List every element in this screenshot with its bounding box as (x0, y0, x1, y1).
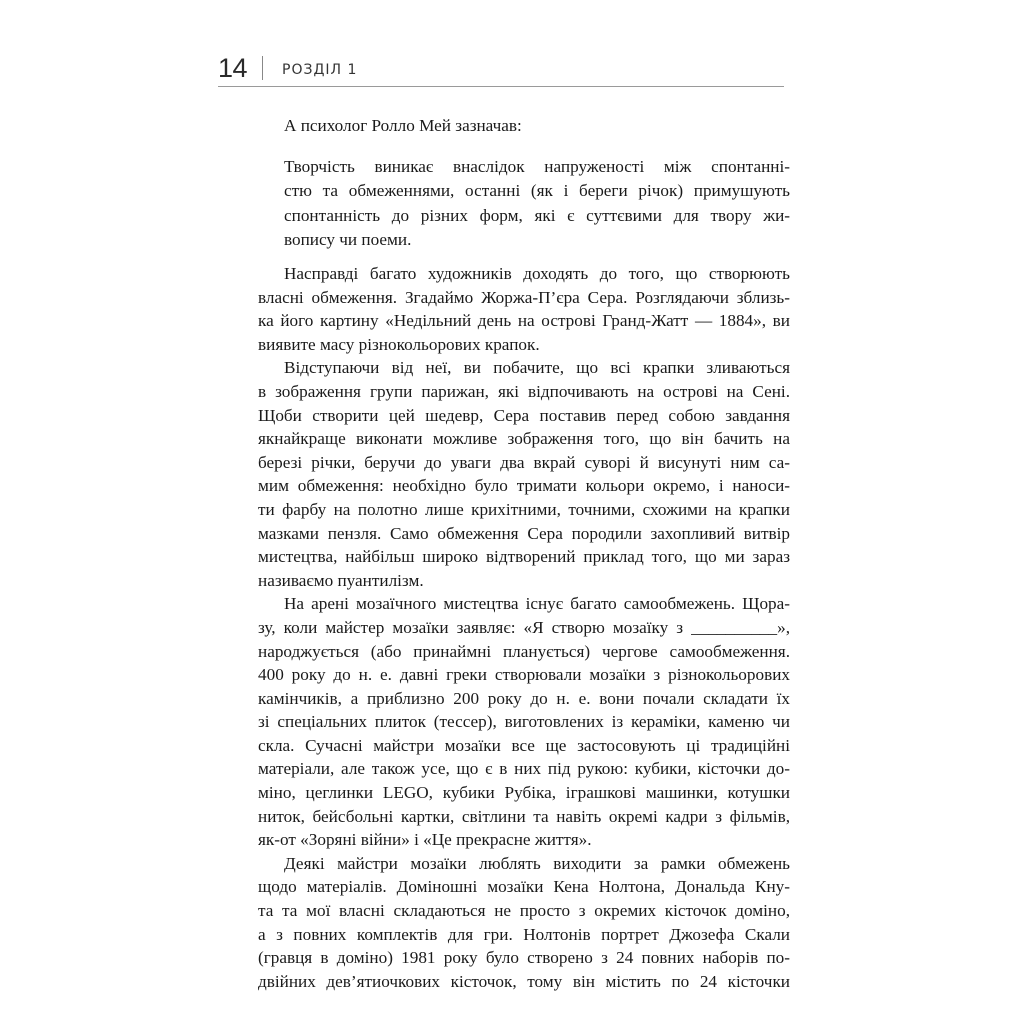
block-quote (284, 155, 790, 252)
body-line: щодо матеріалів. Доміношні мозаїки Кена Нолтона, Дональда Кну- (258, 877, 790, 897)
body-line: камінчиків, а приблизно 200 року до н. е. вони почали складати їх (258, 688, 790, 708)
body-line: двійних дев’ятиочкових кісточок, тому він містить по 24 кісточки (258, 971, 790, 991)
body-text (258, 262, 790, 993)
body-line: Відступаючи від неї, ви побачите, що всі крапки зливаються (284, 358, 790, 378)
body-line: Щоби створити цей шедевр, Сера поставив перед собою завдання (258, 405, 790, 425)
body-line: мистецтва, найбільш широко відтворений приклад того, що ми зараз (258, 547, 790, 567)
quote-line: спонтанність до різних форм, які є суттєвими для твору жи- (284, 205, 790, 225)
body-line: власні обмеження. Згадаймо Жоржа-П’єра Сера. Розглядаючи зблизь- (258, 287, 790, 307)
body-line: мазками пензля. Само обмеження Сера породили захопливий витвір (258, 523, 790, 543)
body-line: (гравця в доміно) 1981 року було створено з 24 повних наборів по- (258, 948, 790, 968)
body-line: ниток, бейсбольні картки, світлини та навіть окремі кадри з фільмів, (258, 806, 790, 826)
body-line: в зображення групи парижан, які відпочивають на острові на Сені. (258, 381, 790, 401)
body-line: На арені мозаїчного мистецтва існує багато самообмежень. Щора- (284, 594, 790, 614)
body-line: мим обмеження: необхідно було тримати кольори окремо, і наноси- (258, 476, 790, 496)
body-line: ти фарбу на полотно лише крихітними, точними, схожими на крапки (258, 499, 790, 519)
body-line: ка його картину «Недільний день на острові Гранд-Жатт — 1884», ви (258, 311, 790, 331)
body-line: називаємо пуантилізм. (258, 570, 424, 590)
quote-line: вопису чи поеми. (284, 229, 412, 249)
intro-line: А психолог Ролло Мей зазначав: (284, 116, 522, 135)
quote-line: стю та обмеженнями, останні (як і береги річок) примушують (284, 181, 790, 201)
body-line: зі спеціальних плиток (тессер), виготовлених із кераміки, каменю чи (258, 712, 790, 732)
body-line: зу, коли майстер мозаїки заявляє: «Я створю мозаїку з __________», (258, 617, 790, 637)
body-line: скла. Сучасні майстри мозаїки все ще застосовують ці традиційні (258, 735, 790, 755)
body-line: народжується (або принаймні планується) чергове самообмеження. (258, 641, 790, 661)
body-line: міно, цеглинки LEGO, кубики Рубіка, іграшкові машинки, котушки (258, 783, 790, 803)
section-title: РОЗДІЛ 1 (282, 62, 358, 78)
body-line: а з повних комплектів для гри. Нолтонів портрет Джозефа Скали (258, 924, 790, 944)
body-line: березі річки, беручи до уваги два вкрай суворі й висунуті ним са- (258, 452, 790, 472)
body-line: Насправді багато художників доходять до того, що створюють (284, 264, 790, 283)
quote-line: Творчість виникає внаслідок напруженості між спонтанні- (284, 157, 790, 176)
body-line: як-от «Зоряні війни» і «Це прекрасне життя». (258, 830, 592, 850)
page-number: 14 (218, 53, 248, 83)
body-line: матеріали, але також усе, що є в них під рукою: кубики, кісточки до- (258, 759, 790, 779)
body-line: 400 року до н. е. давні греки створювали мозаїки з різнокольорових (258, 665, 790, 685)
body-line: Деякі майстри мозаїки люблять виходити за рамки обмежень (284, 853, 790, 873)
running-header (218, 52, 784, 87)
body-line: якнайкраще виконати можливе зображення того, що він бачить на (258, 429, 790, 449)
body-line: виявите масу різнокольорових крапок. (258, 334, 540, 354)
header-divider (262, 56, 263, 80)
body-line: та та мої власні складаються не просто з окремих кісточок доміно, (258, 901, 790, 921)
